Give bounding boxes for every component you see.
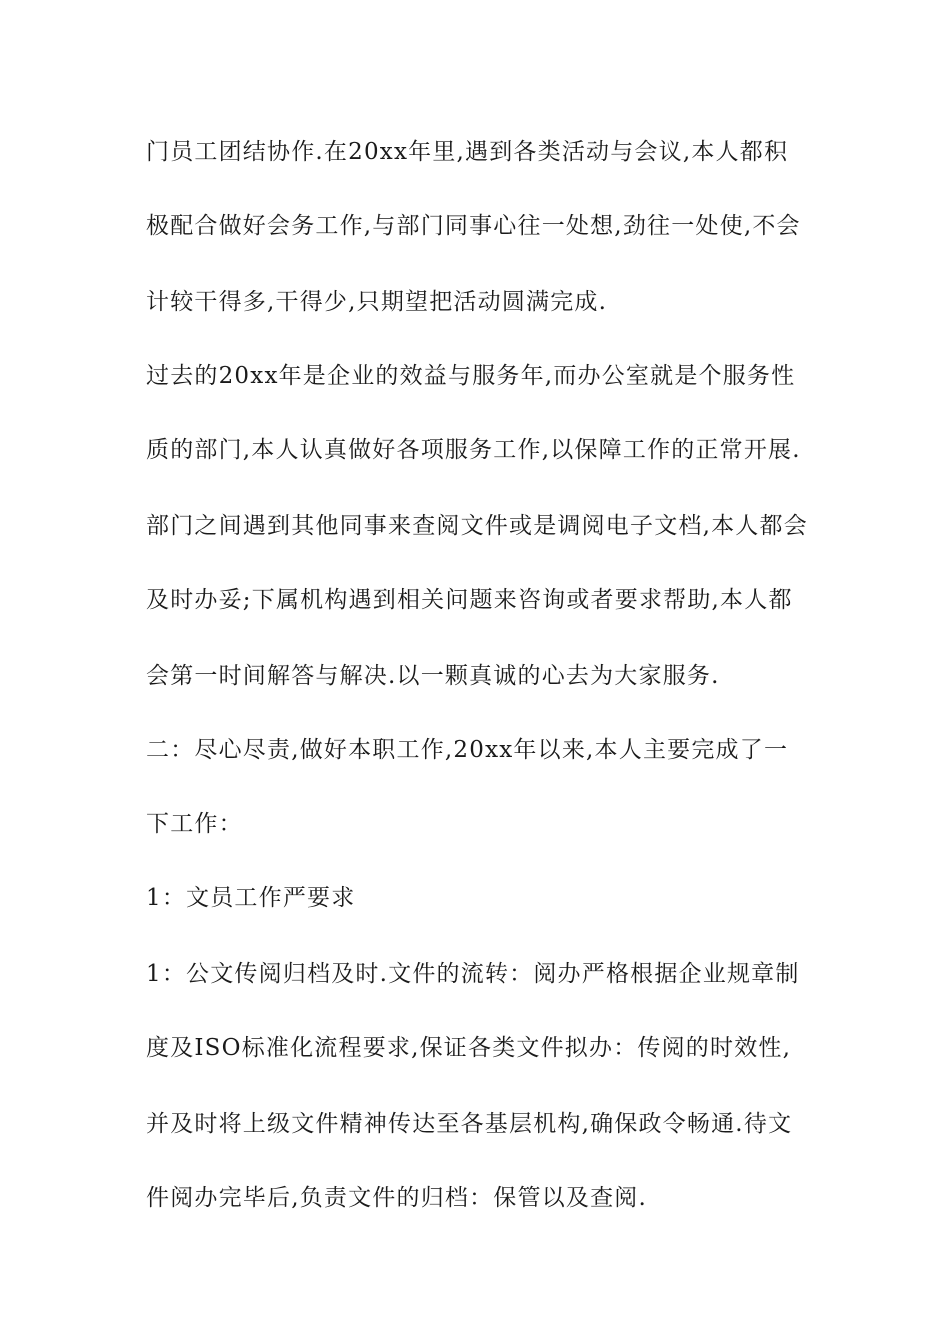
text-line: 质的部门,本人认真做好各项服务工作,以保障工作的正常开展. xyxy=(146,437,801,463)
text-line: 极配合做好会务工作,与部门同事心往一处想,劲往一处使,不会 xyxy=(146,213,801,239)
text-line: 并及时将上级文件精神传达至各基层机构,确保政令畅通.待文 xyxy=(146,1111,793,1137)
text-line: 二：尽心尽责,做好本职工作,20xx年以来,本人主要完成了一 xyxy=(146,737,789,763)
text-line: 1：文员工作严要求 xyxy=(146,885,356,911)
text-line: 部门之间遇到其他同事来查阅文件或是调阅电子文档,本人都会 xyxy=(146,513,808,539)
text-line: 件阅办完毕后,负责文件的归档：保管以及查阅. xyxy=(146,1185,648,1211)
text-line: 会第一时间解答与解决.以一颗真诚的心去为大家服务. xyxy=(146,663,720,689)
text-line: 计较干得多,干得少,只期望把活动圆满完成. xyxy=(146,289,608,315)
text-line: 1：公文传阅归档及时.文件的流转：阅办严格根据企业规章制 xyxy=(146,961,800,987)
text-line: 及时办妥;下属机构遇到相关问题来咨询或者要求帮助,本人都 xyxy=(146,587,793,613)
text-line: 过去的20xx年是企业的效益与服务年,而办公室就是个服务性 xyxy=(146,363,796,389)
text-line: 门员工团结协作.在20xx年里,遇到各类活动与会议,本人都积 xyxy=(146,139,789,165)
text-line: 度及ISO标准化流程要求,保证各类文件拟办：传阅的时效性, xyxy=(146,1035,792,1061)
text-line: 下工作： xyxy=(146,811,243,837)
